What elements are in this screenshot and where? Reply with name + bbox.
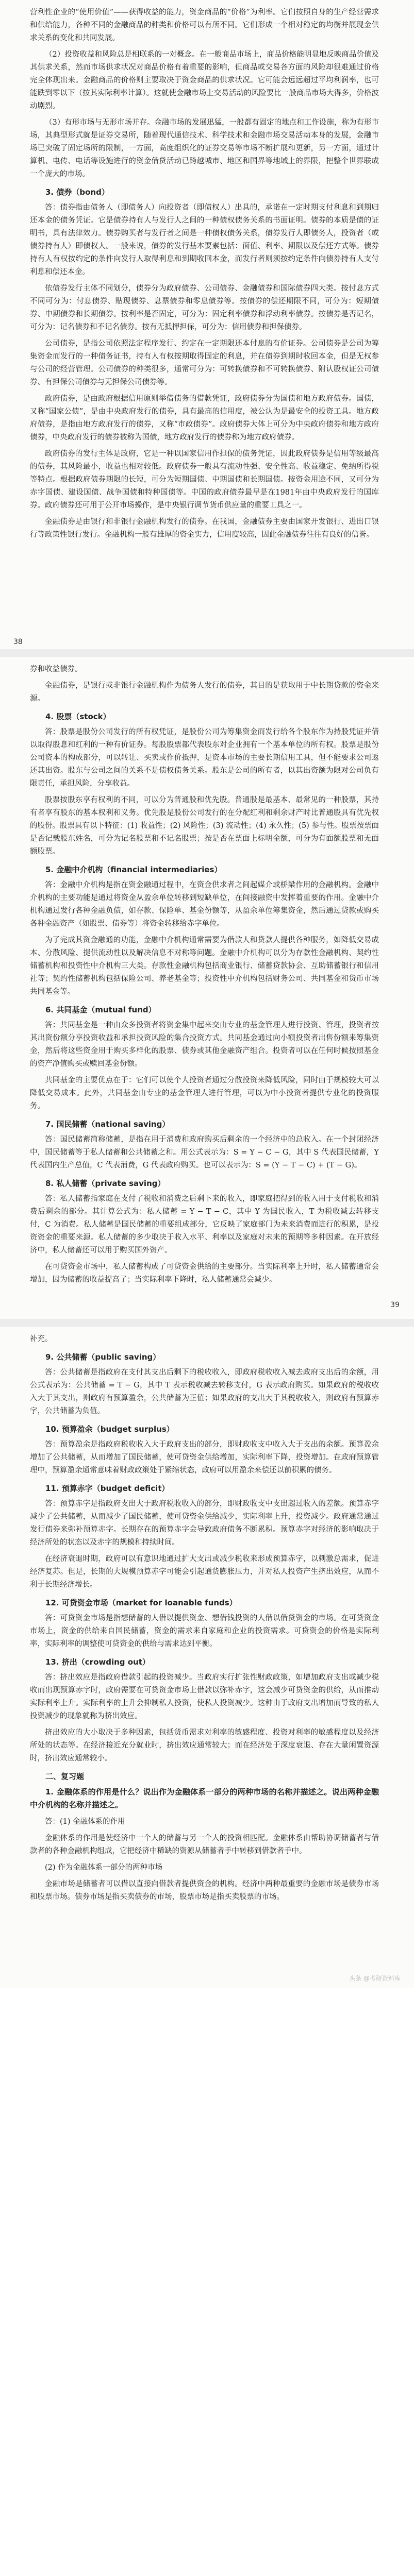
body-paragraph: 答：预算盈余是指政府税收收入大于政府支出的部分，即财政收支中收入大于支出的余额。预算盈余增加了公共储蓄，从而增加了国民储蓄，使可贷资金供给增加，实际利率下降，投资增加。在政府预算管理中，预算盈余通常意味着财政政策处于紧缩状态，政府可以用盈余来偿还以前积累的债务。 (30, 1440, 379, 1475)
body-paragraph: 为了完成其资金融通的功能，金融中介机构通常需要为借款人和贷款人提供各种服务，如降低交易成本、分散风险、提供流动性以及解决信息不对称等问题。金融中介机构可以分为存款性金融机构、契约性储蓄机构和投资性中介机构三大类。存款性金融机构包括商业银行、储蓄贷款协会、互助储蓄银行和信用社等；契约性储蓄机构包括保险公司、养老基金等；投资性中介机构包括财务公司、共同基金和货币市场共同基金等。 (30, 936, 379, 996)
body-paragraph: 共同基金的主要优点在于：它们可以使个人投资者通过分散投资来降低风险，同时由于规模较大可以降低交易成本。此外，共同基金由专业的基金管理人进行管理，可以为中小投资者提供专业化的投资服务。 (30, 1076, 379, 1110)
body-paragraph: 政府债券，是由政府根据信用原则举借债务的借款凭证，政府债券分为国债和地方政府债券。国债，又称“国家公债”，是由中央政府发行的债券，具有最高的信用度，被公认为是最安全的投资工具。地方政府债券，是指由地方政府发行的债券，又称“市政债券”。政府债券大体上可分为中央政府债券和地方政府债券，中央政府发行的债券被称为国债，地方政府发行的债券称为地方政府债券。 (30, 395, 379, 442)
body-paragraph: 答：(1) 金融体系的作用 (45, 1818, 125, 1826)
body-paragraph: 在可贷资金市场中，私人储蓄构成了可贷资金供给的主要部分。当实际利率上升时，私人储蓄通常会增加，因为储蓄的收益提高了；当实际利率下降时，私人储蓄通常会减少。 (30, 1263, 379, 1284)
section-heading: 二、复习题 (45, 1772, 85, 1781)
body-paragraph: 金融市场是储蓄者可以借以直接向借款者提供资金的机构。经济中两种最重要的金融市场是债券市场和股票市场。债券市场是指买卖债券的市场，股票市场是指买卖股票的市场。 (30, 1880, 379, 1901)
body-paragraph: 券和收益债券。 (30, 665, 82, 673)
page-number: 39 (390, 1301, 400, 1309)
body-paragraph: 答：金融中介机构是指在资金融通过程中，在资金供求者之间起媒介或桥梁作用的金融机构。金融中介机构的主要功能是通过将资金从盈余单位转移到短缺单位，在间接融资中发挥着重要的作用。金融中介机构通过发行各种金融负债，如存款、保险单、基金份额等，从盈余单位筹集资金，然后通过贷款或购买各种金融资产（如股票、债券等）将资金转移给赤字单位。 (30, 881, 379, 928)
body-paragraph: 答：预算赤字是指政府支出大于政府税收收入的部分，即财政收支中支出超过收入的差额。预算赤字减少了公共储蓄，从而减少了国民储蓄，使可贷资金供给减少，实际利率上升，投资减少。政府通常通过发行债券来弥补预算赤字。长期存在的预算赤字会导致政府债务不断累积。预算赤字对经济的影响取决于经济所处的状态以及赤字的规模和持续时间。 (30, 1500, 379, 1547)
body-paragraph: (2) 作为金融体系一部分的两种市场 (45, 1863, 163, 1872)
page-38 (0, 0, 414, 649)
page-39 (0, 657, 414, 1319)
section-heading: 6. 共同基金（mutual fund） (45, 1005, 156, 1014)
body-paragraph: 在经济衰退时期，政府可以有意识地通过扩大支出或减少税收来形成预算赤字，以刺激总需求，促进经济复苏。但是，长期的大规模预算赤字可能会引起通货膨胀压力，并对私人投资产生挤出效应，从而不利于长期经济增长。 (30, 1555, 379, 1589)
section-heading: 10. 预算盈余（budget surplus） (45, 1425, 174, 1434)
watermark: 头条 @考研资料库 (349, 1975, 401, 1982)
body-paragraph: 金融体系的作用是使经济中一个人的储蓄与另一个人的投资相匹配。金融体系由帮助协调储蓄者与借款者的各种金融机构组成，它把经济中稀缺的资源从储蓄者手中转移到借款者手中。 (30, 1834, 379, 1855)
body-paragraph: 公司债券，是指公司依照法定程序发行、约定在一定期限还本付息的有价证券。公司债券是公司为筹集资金而发行的一种债务证书，持有人有权按期取得固定的利息，并在债券到期时收回本金，但是无权参与公司的经营管理。公司债券的种类很多，通常可分为：可转换债券和不可转换债券、附认股权证公司债券、有担保公司债券与无担保公司债券等。 (30, 340, 379, 386)
section-heading: 3. 债券（bond） (45, 188, 109, 197)
section-heading: 11. 预算赤字（budget deficit） (45, 1484, 170, 1493)
body-paragraph: 挤出效应的大小取决于多种因素，包括货币需求对利率的敏感程度、投资对利率的敏感程度以及经济所处的状态等。在经济接近充分就业时，挤出效应通常较大；而在经济处于深度衰退、存在大量闲置资源时，挤出效应通常较小。 (30, 1728, 379, 1762)
body-paragraph: 股票按股东享有权利的不同，可以分为普通股和优先股。普通股是最基本、最常见的一种股票，其持有者享有股东的基本权利和义务。优先股是股份公司发行的在分配红利和剩余财产时比普通股具有优先权的股份。股票具有以下特征：(1) 收益性；(2) 风险性；(3) 流动性；(4) 永久性；(5) 参与性。股票按票面是否记载股东姓名，可分为记名股票和不记名股票；按是否在票面上标明金额，可分为有面额股票和无面额股票。 (30, 796, 379, 856)
body-paragraph: 答：国民储蓄简称储蓄，是指在用于消费和政府购买后剩余的一个经济中的总收入。在一个封闭经济中，国民储蓄等于私人储蓄和公共储蓄之和。用公式表示为：S = Y − C − G，其中 S 代表国民储蓄，Y 代表国内生产总值，C 代表消费，G 代表政府购买。也可以表示为：S = (Y − T − C) + (T − G)。 (30, 1136, 379, 1170)
body-paragraph: 金融债券是由银行和非银行金融机构发行的债券。在我国，金融债券主要由国家开发银行、进出口银行等政策性银行发行。金融机构一般有雄厚的资金实力，信用度较高，因此金融债券往往有良好的信誉。 (30, 518, 379, 539)
section-heading: 7. 国民储蓄（national saving） (45, 1120, 170, 1129)
body-paragraph: 答：公共储蓄是指政府在支付其支出后剩下的税收收入，即政府税收收入减去政府支出后的余额，用公式表示为：公共储蓄 = T − G，其中 T 表示税收减去转移支付，G 表示政府购买。如果政府的税收收入大于其支出，则政府有预算盈余，公共储蓄为正值；如果政府的支出大于其税收收入，则政府有预算赤字，公共储蓄为负值。 (30, 1368, 379, 1415)
body-paragraph: 金融债券，是银行或非银行金融机构作为债务人发行的债券，其目的是获取用于中长期贷款的资金来源。 (30, 682, 379, 703)
body-paragraph: 依债券发行主体不同划分，债券分为政府债券、公司债券、金融债券和国际债券四大类。按付息方式不同可分为：付息债券、贴现债券、息票债券和零息债券等。按债券的偿还期限不同，可分为：短期债券、中期债券和长期债券。按利率是否固定，可分为：固定利率债券和浮动利率债券。按债券是否记名，可分为：记名债券和不记名债券。按有无抵押担保，可分为：信用债券和担保债券。 (30, 284, 379, 331)
body-paragraph: （3）有形市场与无形市场并存。金融市场的发展迅猛，一般都有固定的地点和工作设施，称为有形市场，其典型形式就是证券交易所，随着现代通信技术、科学技术和金融市场交易活动本身的发展，金融市场已突破了固定场所的限制，一方面，高度组织化的证券交易等市场不断扩展和更新，另一方面，通过计算机、电传、电话等设施进行的资金借贷活动已跨越城市、地区和国界等地域上的界限，把整个世界联成一个庞大的市场。 (30, 118, 379, 178)
page-40 (0, 1327, 414, 1988)
body-paragraph: 答：可贷资金市场是指想储蓄的人借以提供资金、想借钱投资的人借以借贷资金的市场。在可贷资金市场上，资金的供给来自国民储蓄，资金的需求来自家庭和企业的投资需求。可贷资金的价格是实际利率，实际利率的调整使可贷资金的供给与需求达到平衡。 (30, 1614, 379, 1648)
page-40-content (0, 1327, 414, 1904)
section-heading: 12. 可贷资金市场（market for loanable funds） (45, 1598, 237, 1607)
page-gap (0, 649, 414, 657)
body-paragraph: 答：私人储蓄指家庭在支付了税收和消费之后剩下来的收入，即家庭把得到的收入用于支付税收和消费后剩余的部分。其计算公式为：私人储蓄 = Y − T − C，其中 Y 为国民收入，T 为税收减去转移支付，C 为消费。私人储蓄是国民储蓄的重要组成部分，它反映了家庭部门为未来消费而进行的积累，是投资资金的重要来源。私人储蓄的多少取决于收入水平、利率以及家庭对未来的预期等多种因素。在开放经济中，私人储蓄还可以用于购买国外资产。 (30, 1195, 379, 1255)
body-paragraph: 答：共同基金是一种由众多投资者将资金集中起来交由专业的基金管理人进行投资、管理，投资者按其出资份额分享投资收益和承担投资风险的集合投资方式。共同基金通过向小额投资者出售份额来筹集资金，然后将这些资金用于购买多样化的股票、债券或其他金融资产组合。投资者可以在任何时候按照基金的资产净值购买或赎回基金份额。 (30, 1021, 379, 1068)
page-39-content (0, 657, 414, 1286)
section-heading: 5. 金融中介机构（financial intermediaries） (45, 865, 222, 874)
page-gap (0, 1319, 414, 1327)
body-paragraph: 答：股票是股份公司发行的所有权凭证，是股份公司为筹集资金而发行给各个股东作为持股凭证并借以取得股息和红利的一种有价证券。每股股票都代表股东对企业拥有一个基本单位的所有权。股票是股份公司资本的构成部分，可以转让、买卖或作价抵押，是资本市场的主要长期信用工具，但不能要求公司返还其出资。股东与公司之间的关系不是债权债务关系。股东是公司的所有者，以其出资额为限对公司负有限责任，承担风险，分享收益。 (30, 728, 379, 788)
section-heading: 4. 股票（stock） (45, 712, 111, 721)
question-title: 1. 金融体系的作用是什么？说出作为金融体系一部分的两种市场的名称并描述之。说出两种金融中介机构的名称并描述之。 (30, 1787, 379, 1809)
body-paragraph: 答：挤出效应是指政府借款引起的投资减少。当政府实行扩张性财政政策，如增加政府支出或减少税收而出现预算赤字时，政府需要在可贷资金市场上借款以弥补赤字，这会减少可贷资金的供给，从而推动实际利率上升。实际利率的上升会抑制私人投资，使私人投资减少。这种由于政府支出增加而导致的私人投资减少的现象就称为挤出效应。 (30, 1673, 379, 1720)
body-paragraph: 营利性企业的“使用价值”——获得收益的能力，资金商品的“价格”为利率。它们按照自身的生产经营需求和供给能力，各种不同的金融商品的种类和价格可以有所不同。它们形成一个相对稳定的均衡并展现金供求关系的变化和共同发展。 (30, 8, 379, 42)
section-heading: 9. 公共储蓄（public saving） (45, 1352, 161, 1362)
section-heading: 8. 私人储蓄（private saving） (45, 1179, 165, 1188)
page-number: 38 (13, 638, 23, 646)
body-paragraph: 补充。 (30, 1335, 53, 1343)
body-paragraph: 答：债券指由债务人（即债务人）向投资者（即债权人）出具的，承诺在一定时期支付利息和到期归还本金的债务凭证。它是债券持有人与发行人之间的一种债权债务关系的书面证明。债券的本质是债的证明书，具有法律效力。债券购买者与发行者之间是一种债权债务关系，债券发行人即债务人，投资者（或债券持有人）即债权人。一般来说，债券的发行基本要素包括：面值、利率、期限以及偿还方式等。债券持有人有权按约定的条件向发行人取得利息和到期收回本金，而发行者则须按约定条件向债券持有人支付利息和偿还本金。 (30, 204, 379, 276)
body-paragraph: 政府债券的发行主体是政府，它是一种以国家信用作担保的债务凭证，因此政府债券是信用等级最高的债券，其风险最小，收益也相对较低。政府债券一般具有流动性强、安全性高、收益稳定、免纳所得税等特点。根据政府债券期限的长短，可分为短期国债、中期国债和长期国债。按资金用途不同，又可分为赤字国债、建设国债、战争国债和特种国债等。中国的政府债券最早是在1981年由中央政府发行的国库券。政府债券还可用于公开市场操作，是中央银行调节货币供应量的重要工具之一。 (30, 450, 379, 510)
page-38-content (0, 0, 414, 541)
body-paragraph: （2）投资收益和风险总是相联系的一对概念。在一般商品市场上，商品价格能明显地反映商品价值及其供求关系，然而市场供求状况对商品价格有着重要的影响，但商品或交易各方面的风险却很难通过价格完全体现出来。金融商品的价格则主要取决于资金商品的供求状况。它可能会远远超过平均利润率，也可能跌到零以下（按其实际利率计算）。这就使金融市场上交易活动的风险要比一般商品市场大得多，价格波动剧烈。 (30, 50, 379, 110)
section-heading: 13. 挤出（crowding out） (45, 1657, 150, 1667)
